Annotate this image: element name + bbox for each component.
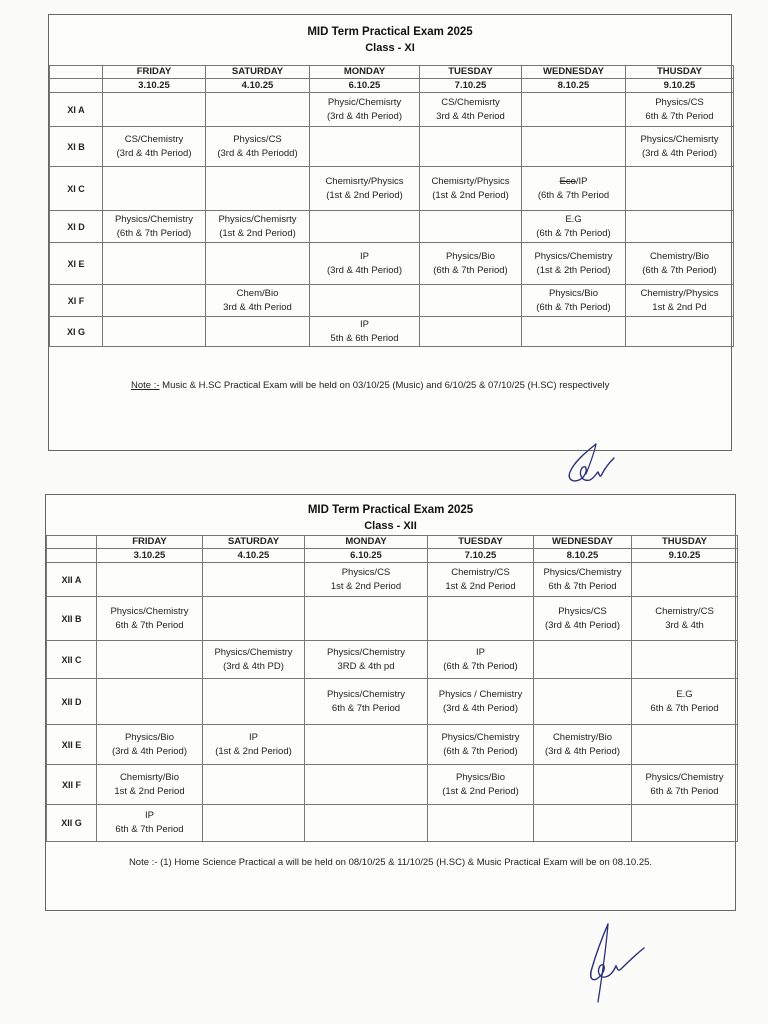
class-section-label: XII E [47,725,97,765]
period-label: 3rd & 4th [665,619,704,631]
exam-slot-cell [103,211,206,243]
day-header: THUSDAY [632,536,738,549]
exam-slot-cell [522,317,626,347]
period-label: (3rd & 4th Periodd) [217,147,298,159]
date-header: 9.10.25 [626,79,734,93]
exam-slot-cell [305,679,428,725]
class-section-label: XII D [47,679,97,725]
exam-slot-cell [626,211,734,243]
exam-slot-cell [534,725,632,765]
exam-slot-cell [97,765,203,805]
exam-slot-cell [534,679,632,725]
corner-cell [50,66,103,79]
day-header: WEDNESDAY [522,66,626,79]
exam-slot-cell [626,127,734,167]
exam-slot-cell [420,285,522,317]
subject-pair: IP [360,250,369,262]
exam-slot-cell [632,679,738,725]
period-label: (3rd & 4th Period) [327,110,402,122]
schedule-row [50,211,734,243]
date-header: 8.10.25 [522,79,626,93]
exam-slot-cell [305,805,428,842]
subject-pair: Chemisrty/Physics [325,175,404,187]
exam-slot-cell [428,725,534,765]
subject-pair: CS/Chemisrty [441,96,500,108]
period-label: (6th & 7th Period) [443,745,518,757]
subject-pair: Physics/Bio [548,287,599,299]
exam-slot-cell [305,563,428,597]
period-label: 6th & 7th Period [650,785,719,797]
subject-pair: Physic/Chemisrty [327,96,402,108]
exam-slot-cell [305,725,428,765]
date-header-row [50,79,734,93]
subject-pair: Physics/CS [558,605,607,617]
period-label: 6th & 7th Period [645,110,714,122]
schedule-row [47,765,738,805]
period-label: 6th & 7th Period [331,702,401,714]
exam-slot-cell [310,167,420,211]
schedule-body [47,563,738,842]
period-label: (3rd & 4th Period) [112,745,187,757]
exam-slot-cell [103,243,206,285]
subject-pair: Physics/Chemistry [441,731,520,743]
exam-slot-cell [632,597,738,641]
schedule-row [50,243,734,285]
period-label: (1st & 2th Period) [536,264,611,276]
period-label: (3rd & 4th Period) [116,147,192,159]
exam-slot-cell [206,127,310,167]
subject-pair: Physics/CS [655,96,704,108]
period-label: (1st & 2nd Period) [442,785,519,797]
class-section-label: XII A [47,563,97,597]
exam-slot-cell [522,211,626,243]
exam-slot-cell [203,679,305,725]
exam-slot-cell [97,725,203,765]
exam-slot-cell [206,285,310,317]
exam-slot-cell [103,285,206,317]
schedule-row [50,127,734,167]
exam-slot-cell [305,597,428,641]
exam-slot-cell [428,563,534,597]
exam-slot-cell [310,243,420,285]
exam-slot-cell [632,805,738,842]
subject-pair: Chemistry/CS [655,605,714,617]
exam-slot-cell [420,211,522,243]
day-header: MONDAY [310,66,420,79]
exam-slot-cell [522,127,626,167]
subject-pair: Physics/Bio [124,731,175,743]
exam-slot-cell [310,317,420,347]
class-section-label: XI A [50,93,103,127]
period-label: 6th & 7th Period [548,580,617,592]
exam-slot-cell [522,285,626,317]
class-section-label: XI B [50,127,103,167]
subject-pair: E.G [676,688,693,700]
schedule-table [49,65,734,347]
schedule-row [47,725,738,765]
exam-slot-cell [428,805,534,842]
period-label: (6th & 7th Period) [443,660,518,672]
exam-slot-cell [522,243,626,285]
subject-pair: Physics/Bio [455,771,506,783]
period-label: 1st & 2nd Period [445,580,516,592]
period-label: (1st & 2nd Period) [326,189,403,201]
subject-pair: Physics/Chemistry [110,605,189,617]
period-label: (3rd & 4th Period) [545,619,620,631]
exam-slot-cell [103,167,206,211]
exam-slot-cell [203,563,305,597]
period-label: 1st & 2nd Period [114,785,185,797]
subject-pair: Eco/IP [559,175,588,187]
note [111,380,731,391]
period-label: 6th & 7th Period [115,824,184,835]
subject-pair: Physics/Chemistry [543,566,622,578]
schedule-table [46,535,738,842]
sheet-header [49,15,731,65]
day-header: SATURDAY [206,66,310,79]
exam-slot-cell [206,317,310,347]
exam-slot-cell [310,285,420,317]
exam-slot-cell [203,641,305,679]
class-title: Class - XII [364,520,417,532]
sheet-header [46,495,735,535]
period-label: (6th & 7th Period) [642,264,717,276]
class-title: Class - XI [365,42,415,54]
period-label: (6th & 7th Period [537,189,610,201]
exam-slot-cell [206,93,310,127]
exam-slot-cell [534,765,632,805]
date-header: 6.10.25 [310,79,420,93]
date-header: 8.10.25 [534,549,632,563]
period-label: (3rd & 4th Period) [327,264,402,276]
subject-pair: Physics/Bio [445,250,496,262]
exam-slot-cell [626,167,734,211]
exam-slot-cell [420,93,522,127]
subject-pair: Physics/Chemistry [534,250,613,262]
period-label: (3rd & 4th Period) [545,745,620,757]
note-area [46,842,735,902]
signature-mark [556,438,622,494]
exam-slot-cell [632,725,738,765]
period-label: (6th & 7th Period) [536,301,611,313]
exam-slot-cell [534,641,632,679]
exam-slot-cell [428,641,534,679]
subject-pair: Chemistry/Physics [640,287,719,299]
date-header: 3.10.25 [103,79,206,93]
exam-slot-cell [97,641,203,679]
date-header-row [47,549,738,563]
subject-pair: Physics/Chemistry [114,213,194,225]
schedule-row [47,805,738,842]
schedule-body [50,93,734,347]
exam-slot-cell [310,127,420,167]
period-label: 3RD & 4th pd [337,660,395,672]
note-text: Music & H.SC Practical Exam will be held on 03/10/25 (Music) and 6/10/25 & 07/10/25 (H.SC) respectively [159,380,610,391]
exam-slot-cell [420,127,522,167]
class-section-label: XI G [50,317,103,347]
date-header: 7.10.25 [420,79,522,93]
day-header: TUESDAY [428,536,534,549]
day-header-row [47,536,738,549]
exam-slot-cell [206,243,310,285]
schedule-row [50,93,734,127]
period-label: (6th & 7th Period) [116,227,192,239]
note-label: Note :- [131,380,160,391]
exam-slot-cell [305,765,428,805]
subject-pair: IP [360,318,369,330]
subject-pair: IP [476,646,485,658]
class-section-label: XII B [47,597,97,641]
day-header: THUSDAY [626,66,734,79]
schedule-row [50,167,734,211]
subject-pair: Physics / Chemistry [438,688,523,700]
period-label: 6th & 7th Period [650,702,719,714]
period-label: (6th & 7th Period) [433,264,508,276]
day-header-row [50,66,734,79]
exam-slot-cell [534,597,632,641]
subject-pair: IP [145,810,154,821]
schedule-row [47,641,738,679]
exam-slot-cell [97,805,203,842]
exam-title: MID Term Practical Exam 2025 [307,26,473,38]
exam-slot-cell [420,167,522,211]
period-label: 3rd & 4th Period [223,301,292,313]
day-header: FRIDAY [97,536,203,549]
date-header: 6.10.25 [305,549,428,563]
period-label: (1st & 2nd Period) [432,189,509,201]
class-section-label: XII G [47,805,97,842]
note-area [49,347,731,441]
exam-slot-cell [97,679,203,725]
exam-slot-cell [305,641,428,679]
period-label: 6th & 7th Period [115,619,184,631]
class-xii-schedule-sheet [45,494,736,911]
exam-slot-cell [103,317,206,347]
exam-slot-cell [428,679,534,725]
subject-pair: Physics/Chemistry [326,688,406,700]
note-label: Note :- [128,857,158,868]
subject-pair: Chemistry/Bio [552,731,613,743]
schedule-row [50,317,734,347]
subject-pair: Physics/Chemisrty [640,133,719,145]
exam-slot-cell [522,167,626,211]
period-label: 3rd & 4th Period [436,110,505,122]
exam-slot-cell [522,93,626,127]
exam-slot-cell [632,641,738,679]
period-label: (3rd & 4th PD) [223,660,284,672]
class-section-label: XI F [50,285,103,317]
signature-mark [578,920,652,1006]
period-label: (3rd & 4th Period) [443,702,518,714]
exam-slot-cell [203,805,305,842]
subject-pair: Chemistry/Bio [649,250,710,262]
subject-pair: Physics/Chemistry [326,646,406,658]
subject-pair: Chemisrty/Physics [431,175,510,187]
class-section-label: XII C [47,641,97,679]
exam-slot-cell [203,725,305,765]
exam-slot-cell [203,765,305,805]
class-section-label: XII F [47,765,97,805]
class-section-label: XI C [50,167,103,211]
note-text: (1) Home Science Practical a will be held on 08/10/25 & 11/10/25 (H.SC) & Music Practical Exam will be on 08.10.25. [157,857,653,868]
note [46,857,735,868]
schedule-row [50,285,734,317]
exam-slot-cell [97,563,203,597]
date-header: 4.10.25 [206,79,310,93]
day-header: FRIDAY [103,66,206,79]
subject-pair: Chem/Bio [236,287,279,299]
exam-slot-cell [103,127,206,167]
period-label: 1st & 2nd Period [330,580,402,592]
schedule-row [47,597,738,641]
date-header: 4.10.25 [203,549,305,563]
subject-pair: CS/Chemistry [124,133,184,145]
exam-slot-cell [626,243,734,285]
subject-pair: Physics/Chemistry [645,771,724,783]
corner-cell [47,536,97,549]
subject-pair: E.G [565,213,582,225]
exam-slot-cell [420,243,522,285]
period-label: 5th & 6th Period [330,332,399,344]
day-header: WEDNESDAY [534,536,632,549]
date-header: 3.10.25 [97,549,203,563]
exam-slot-cell [428,597,534,641]
class-section-label: XI D [50,211,103,243]
subject-pair: Physics/CS [341,566,391,578]
day-header: SATURDAY [203,536,305,549]
subject-pair: Physics/CS [233,133,282,145]
class-section-label: XI E [50,243,103,285]
exam-slot-cell [206,167,310,211]
period-label: (3rd & 4th Period) [642,147,717,159]
exam-slot-cell [534,805,632,842]
exam-slot-cell [428,765,534,805]
date-header: 7.10.25 [428,549,534,563]
day-header: MONDAY [305,536,428,549]
subject-pair: Chemisrty/Bio [119,771,180,783]
subject-pair: Chemistry/CS [451,566,510,578]
exam-slot-cell [632,765,738,805]
subject-pair: IP [249,731,258,743]
exam-slot-cell [97,597,203,641]
exam-slot-cell [626,285,734,317]
exam-slot-cell [626,93,734,127]
period-label: (6th & 7th Period) [536,227,611,239]
period-label: 1st & 2nd Pd [652,301,707,313]
exam-slot-cell [310,211,420,243]
subject-pair: Physics/Chemisrty [218,213,297,225]
exam-slot-cell [626,317,734,347]
period-label: (1st & 2nd Period) [219,227,296,239]
date-header: 9.10.25 [632,549,738,563]
day-header: TUESDAY [420,66,522,79]
exam-slot-cell [310,93,420,127]
exam-slot-cell [632,563,738,597]
schedule-row [47,563,738,597]
corner-cell [50,79,103,93]
exam-title: MID Term Practical Exam 2025 [307,504,474,516]
corner-cell [47,549,97,563]
period-label: (1st & 2nd Period) [215,745,292,757]
schedule-row [47,679,738,725]
subject-pair: Physics/Chemistry [214,646,293,658]
exam-slot-cell [420,317,522,347]
class-xi-schedule-sheet [48,14,732,451]
exam-slot-cell [203,597,305,641]
exam-slot-cell [206,211,310,243]
exam-slot-cell [534,563,632,597]
exam-slot-cell [103,93,206,127]
